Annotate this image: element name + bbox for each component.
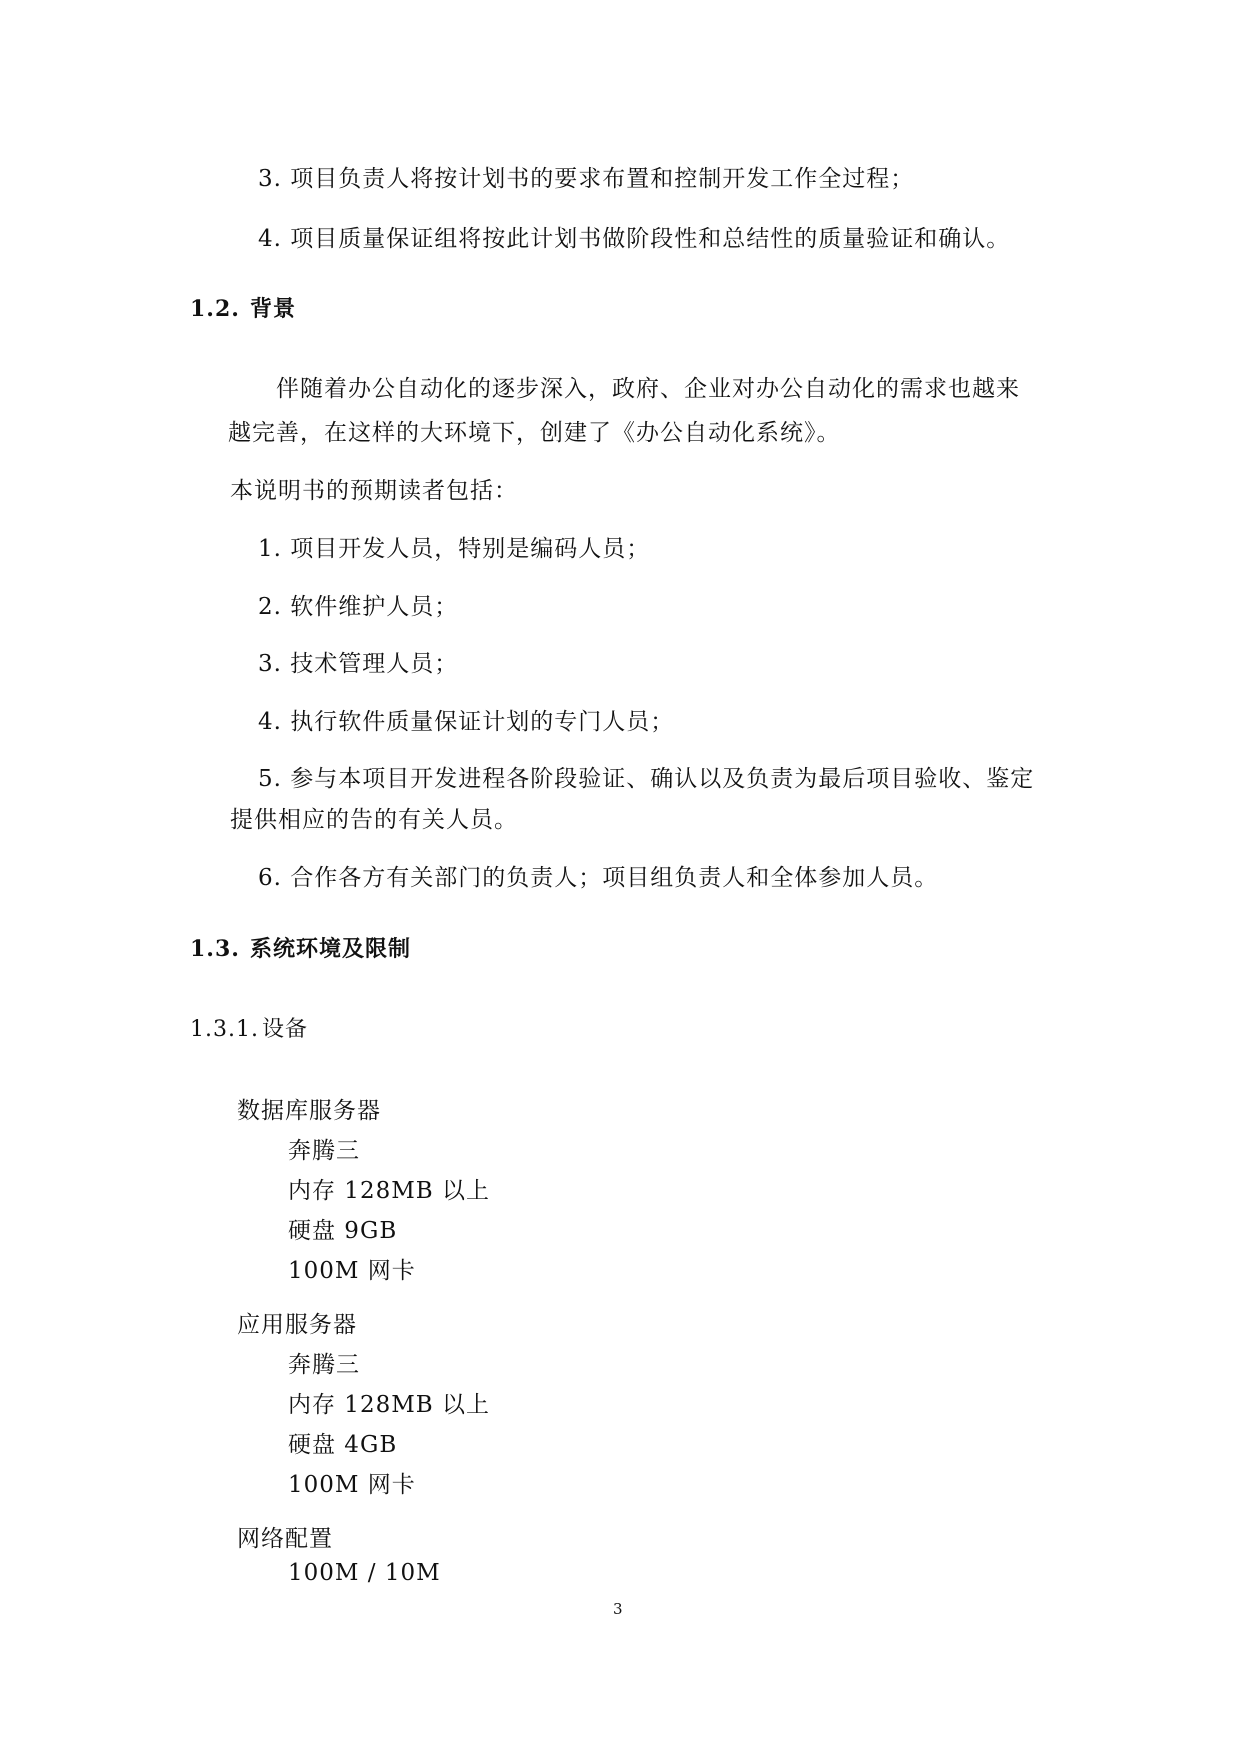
equipment-spec: 100M 网卡	[288, 1258, 416, 1284]
readers-intro: 本说明书的预期读者包括：	[230, 478, 518, 504]
section-number: 1.2.	[190, 296, 240, 322]
equipment-group-label: 网络配置	[237, 1526, 333, 1552]
section-heading-1-2	[190, 292, 296, 323]
equipment-spec: 100M / 10M	[288, 1560, 441, 1586]
list-item: 1. 项目开发人员，特别是编码人员；	[258, 536, 651, 562]
section-heading-1-3	[190, 932, 411, 963]
equipment-spec: 奔腾三	[288, 1352, 360, 1378]
equipment-spec: 内存 128MB 以上	[288, 1392, 490, 1418]
section-title: 背景	[250, 296, 297, 322]
list-item: 4. 执行软件质量保证计划的专门人员；	[258, 709, 675, 735]
equipment-group-label: 数据库服务器	[237, 1098, 381, 1124]
equipment-spec: 硬盘 4GB	[288, 1432, 398, 1458]
page-number: 3	[613, 1600, 623, 1618]
equipment-spec: 奔腾三	[288, 1138, 360, 1164]
list-item: 2. 软件维护人员；	[258, 594, 459, 620]
section-title: 系统环境及限制	[250, 936, 412, 962]
paragraph-line: 越完善，在这样的大环境下，创建了《办公自动化系统》。	[228, 420, 841, 446]
section-number: 1.3.	[190, 936, 240, 962]
equipment-spec: 100M 网卡	[288, 1472, 416, 1498]
subsection-title: 设备	[262, 1017, 309, 1042]
list-item-continuation: 提供相应的告的有关人员。	[230, 807, 518, 833]
subsection-heading-1-3-1	[190, 1012, 308, 1043]
list-item: 4. 项目质量保证组将按此计划书做阶段性和总结性的质量验证和确认。	[258, 226, 1011, 252]
list-item: 5. 参与本项目开发进程各阶段验证、确认以及负责为最后项目验收、鉴定	[258, 766, 1035, 792]
list-item: 3. 项目负责人将按计划书的要求布置和控制开发工作全过程；	[258, 166, 915, 192]
paragraph-line: 伴随着办公自动化的逐步深入，政府、企业对办公自动化的需求也越来	[276, 376, 1020, 402]
subsection-number: 1.3.1.	[190, 1017, 259, 1042]
equipment-spec: 硬盘 9GB	[288, 1218, 398, 1244]
list-item: 3. 技术管理人员；	[258, 651, 459, 677]
equipment-group-label: 应用服务器	[237, 1312, 357, 1338]
equipment-spec: 内存 128MB 以上	[288, 1178, 490, 1204]
list-item: 6. 合作各方有关部门的负责人；项目组负责人和全体参加人员。	[258, 865, 939, 891]
